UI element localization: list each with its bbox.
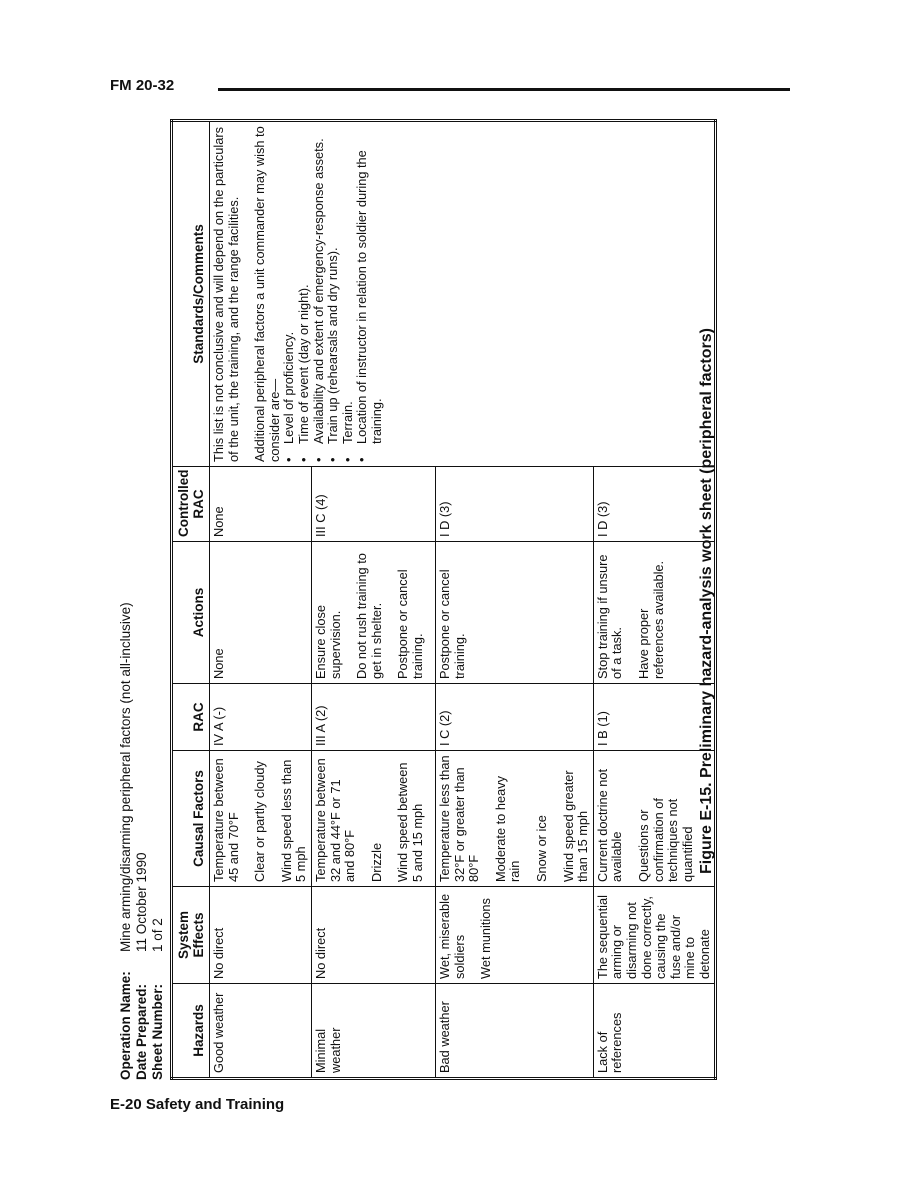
column-header: Hazards	[172, 984, 210, 1079]
sheet-label: Sheet Number:	[150, 983, 165, 1080]
bullet: •	[281, 457, 297, 462]
worksheet-meta	[118, 602, 166, 1080]
date-label: Date Prepared:	[134, 983, 149, 1080]
controlled-rac-cell: I D (3)	[593, 467, 716, 542]
rac-cell: III A (2)	[311, 684, 435, 751]
sheet-value: 1 of 2	[150, 918, 165, 952]
hazard-cell: Good weather	[210, 984, 312, 1079]
cell-text: Postpone or cancel training.	[436, 569, 467, 679]
hazard-worksheet-table	[170, 119, 717, 1080]
rotated-figure	[118, 122, 790, 1080]
operation-label: Operation Name:	[118, 971, 133, 1080]
cell-text: Wet munitions	[478, 898, 494, 979]
page-footer: E-20 Safety and Training	[110, 1096, 285, 1113]
causal-cell	[210, 751, 312, 887]
bullet: •	[325, 457, 341, 462]
bullet: •	[310, 457, 326, 462]
controlled-rac-cell: None	[210, 467, 312, 542]
bullet-text: Level of proficiency.	[281, 331, 297, 444]
table-row	[210, 121, 312, 1079]
hazard-cell: Bad weather	[435, 984, 593, 1079]
cell-text: None	[211, 648, 226, 679]
bullet-item	[282, 126, 297, 462]
rac-cell: I C (2)	[435, 684, 593, 751]
cell-text: Ensure close supervision.	[312, 605, 343, 679]
column-header: Actions	[172, 542, 210, 684]
actions-cell	[435, 542, 593, 684]
rac-cell: IV A (-)	[210, 684, 312, 751]
table-header-row	[172, 121, 210, 1079]
bullet-text: Train up (rehearsals and dry runs).	[325, 247, 341, 444]
cell-text: Do not rush training to get in shelter.	[354, 553, 384, 679]
column-header: RAC	[172, 684, 210, 751]
effects-cell	[435, 887, 593, 984]
figure-caption: Figure E-15. Preliminary hazard-analysis work sheet (peripheral factors)	[698, 328, 715, 874]
standards-paragraph: Additional peripheral factors a unit commander may wish to consider are—	[252, 126, 282, 462]
cell-text: Postpone or cancel training.	[395, 569, 425, 679]
bullet-item	[341, 126, 356, 462]
cell-text: Questions or confirmation of techniques not quantified	[635, 798, 695, 882]
effects-cell	[311, 887, 435, 984]
bullet-text: Terrain.	[339, 401, 355, 444]
cell-text: No direct	[211, 927, 226, 979]
cell-text: Have proper references available.	[635, 560, 666, 679]
bullet-item	[326, 126, 341, 462]
controlled-rac-cell: III C (4)	[311, 467, 435, 542]
bullet-item	[312, 126, 327, 462]
bullet: •	[295, 457, 311, 462]
column-header: Controlled RAC	[172, 467, 210, 542]
column-header: Standards/Comments	[172, 121, 210, 467]
actions-cell	[210, 542, 312, 684]
bullet-item	[297, 126, 312, 462]
bullet-item	[355, 126, 384, 462]
cell-text: The sequential arming or disarming not done correctly, causing the fuse and/or mine to detonate	[594, 895, 712, 979]
hazard-cell: Minimal weather	[311, 984, 435, 1079]
causal-cell	[311, 751, 435, 887]
rac-cell: I B (1)	[593, 684, 716, 751]
header-rule	[218, 88, 790, 91]
cell-text: Wet, miserable soldiers	[436, 893, 467, 979]
cell-text: No direct	[312, 927, 328, 979]
cell-text: Clear or partly cloudy	[252, 761, 268, 882]
cell-text: Wind speed less than 5 mph	[278, 759, 309, 882]
cell-text: Temperature between 45 and 70°F	[211, 758, 241, 882]
bullet-text: Time of event (day or night).	[295, 284, 311, 444]
cell-text: Moderate to heavy rain	[492, 776, 523, 882]
cell-text: Wind speed greater than 15 mph	[560, 770, 591, 882]
cell-text: Temperature between 32 and 44°F or 71 and 80°F	[312, 758, 358, 882]
effects-cell	[210, 887, 312, 984]
cell-text: Snow or ice	[533, 815, 549, 882]
cell-text: Temperature less than 32°F or greater than 80°F	[436, 755, 482, 882]
column-header: System Effects	[172, 887, 210, 984]
operation-value: Mine arming/disarming peripheral factors (not all-inclusive)	[118, 602, 133, 952]
cell-text: Drizzle	[368, 842, 384, 882]
cell-text: Wind speed between 5 and 15 mph	[395, 762, 425, 882]
standards-paragraph: This list is not conclusive and will depend on the particulars of the unit, the training, and the range facilities.	[211, 126, 241, 462]
causal-cell	[435, 751, 593, 887]
hazard-cell: Lack of references	[593, 984, 716, 1079]
bullet-text: Location of instructor in relation to soldier during the training.	[354, 150, 384, 444]
column-header: Causal Factors	[172, 751, 210, 887]
page-header: FM 20-32	[110, 77, 175, 94]
controlled-rac-cell: I D (3)	[435, 467, 593, 542]
bullet: •	[354, 457, 370, 462]
bullet: •	[339, 457, 355, 462]
date-value: 11 October 1990	[134, 852, 149, 952]
actions-cell	[311, 542, 435, 684]
cell-text: Current doctrine not available	[594, 768, 625, 882]
bullet-text: Availability and extent of emergency-response assets.	[310, 138, 326, 444]
cell-text: Stop training if unsure of a task.	[594, 554, 625, 679]
standards-cell	[210, 121, 716, 467]
